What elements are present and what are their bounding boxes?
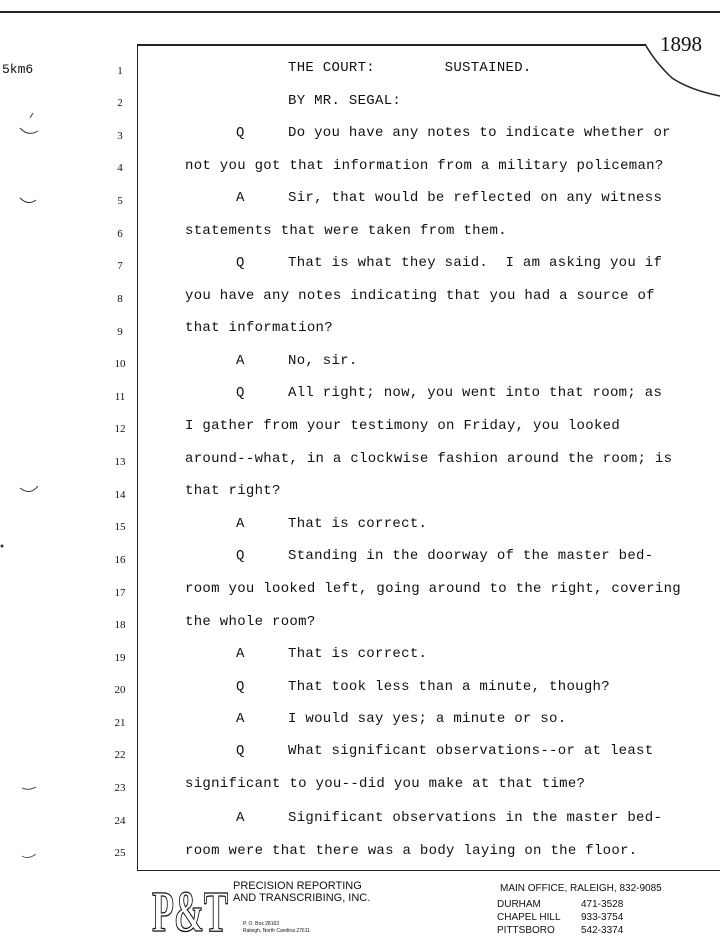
transcript-line-text: What significant observations--or at least (288, 743, 654, 759)
transcript-line-text: I would say yes; a minute or so. (288, 711, 567, 727)
page-number: 1898 (660, 32, 702, 56)
line-number: 23 (114, 782, 126, 794)
transcript-line-text: Significant observations in the master bed- (288, 810, 663, 826)
transcript-line-text: you have any notes indicating that you had a source of (185, 288, 655, 304)
speaker-marker: A (236, 810, 245, 826)
company-name-line: AND TRANSCRIBING, INC. (233, 892, 371, 904)
speaker-marker: A (236, 353, 245, 369)
side-tab-label: 5km6 (2, 62, 34, 77)
transcript-line-text: That took less than a minute, though? (288, 679, 610, 695)
speaker-marker: A (236, 516, 245, 532)
line-number: 22 (114, 749, 126, 761)
line-number: 24 (114, 815, 126, 827)
transcript-line-text: Standing in the doorway of the master bed- (288, 548, 654, 564)
company-name-line: PRECISION REPORTING (233, 880, 362, 892)
speaker-marker: A (236, 190, 245, 206)
transcript-line-text: I gather from your testimony on Friday, you looked (185, 418, 621, 434)
transcript-line-text: that information? (185, 320, 333, 336)
transcript-line-text: significant to you--did you make at that time? (185, 776, 586, 792)
line-number: 8 (117, 293, 123, 305)
line-number: 2 (117, 97, 123, 109)
line-number: 12 (114, 423, 126, 435)
transcript-line-text: All right; now, you went into that room; as (288, 385, 663, 401)
transcript-line-text: not you got that information from a military policeman? (185, 158, 664, 174)
office-city: CHAPEL HILL (497, 912, 561, 923)
line-number: 25 (114, 847, 126, 859)
transcript-line-text: That is what they said. I am asking you if (288, 255, 663, 271)
transcript-line-text: That is correct. (288, 516, 428, 532)
office-row (497, 912, 623, 923)
transcript-line-text: BY MR. SEGAL: (288, 93, 402, 109)
transcript-line-text: around--what, in a clockwise fashion around the room; is (185, 451, 673, 467)
company-logo (150, 879, 230, 937)
office-city: DURHAM (497, 899, 541, 910)
transcript-line-text: Do you have any notes to indicate whether or (288, 125, 671, 141)
transcript-line-text: That is correct. (288, 646, 428, 662)
line-number: 17 (114, 587, 126, 599)
office-phone: 471-3528 (581, 899, 624, 910)
line-number: 11 (114, 391, 126, 403)
speaker-marker: Q (236, 548, 245, 564)
line-number: 4 (117, 162, 123, 174)
line-number: 18 (114, 619, 126, 631)
address-line: P. O. Box 28163 (243, 921, 280, 927)
line-number: 9 (117, 326, 123, 338)
office-city: PITTSBORO (497, 925, 555, 936)
margin-pen-marks (0, 0, 60, 880)
line-number: 14 (114, 489, 126, 501)
speaker-marker: A (236, 646, 245, 662)
office-phone: 933-3754 (581, 912, 624, 923)
speaker-marker: Q (236, 679, 245, 695)
transcript-line-text: room were that there was a body laying on the floor. (185, 843, 638, 859)
line-number: 7 (117, 260, 123, 272)
line-number: 3 (117, 130, 123, 142)
transcript-line-text: the whole room? (185, 614, 316, 630)
line-number: 10 (114, 358, 126, 370)
company-name (233, 880, 370, 904)
logo-lettering: P&T (152, 879, 228, 937)
line-number: 6 (117, 228, 123, 240)
line-number: 5 (117, 195, 123, 207)
line-number: 16 (114, 554, 126, 566)
office-row (497, 899, 623, 910)
speaker-marker: Q (236, 385, 245, 401)
main-office-line: MAIN OFFICE, RALEIGH, 832-9085 (500, 883, 662, 894)
transcript-line-text: statements that were taken from them. (185, 223, 507, 239)
speaker-marker: Q (236, 743, 245, 759)
folded-corner-icon (0, 0, 720, 100)
line-number: 1 (117, 65, 123, 77)
address-line: Raleigh, North Carolina 27611 (243, 928, 310, 934)
speaker-marker: A (236, 711, 245, 727)
line-number: 21 (114, 717, 126, 729)
speaker-marker: Q (236, 255, 245, 271)
line-number: 15 (114, 521, 126, 533)
transcript-line-text: No, sir. (288, 353, 358, 369)
transcript-line-text: that right? (185, 483, 281, 499)
office-phone: 542-3374 (581, 925, 624, 936)
line-number: 19 (114, 652, 126, 664)
line-number: 13 (114, 456, 126, 468)
transcript-line-text: THE COURT: SUSTAINED. (288, 60, 532, 76)
transcript-line-text: Sir, that would be reflected on any witness (288, 190, 663, 206)
office-row (497, 925, 623, 936)
speaker-marker: Q (236, 125, 245, 141)
company-address (243, 921, 310, 935)
transcript-line-text: room you looked left, going around to the right, covering (185, 581, 681, 597)
line-number: 20 (114, 684, 126, 696)
